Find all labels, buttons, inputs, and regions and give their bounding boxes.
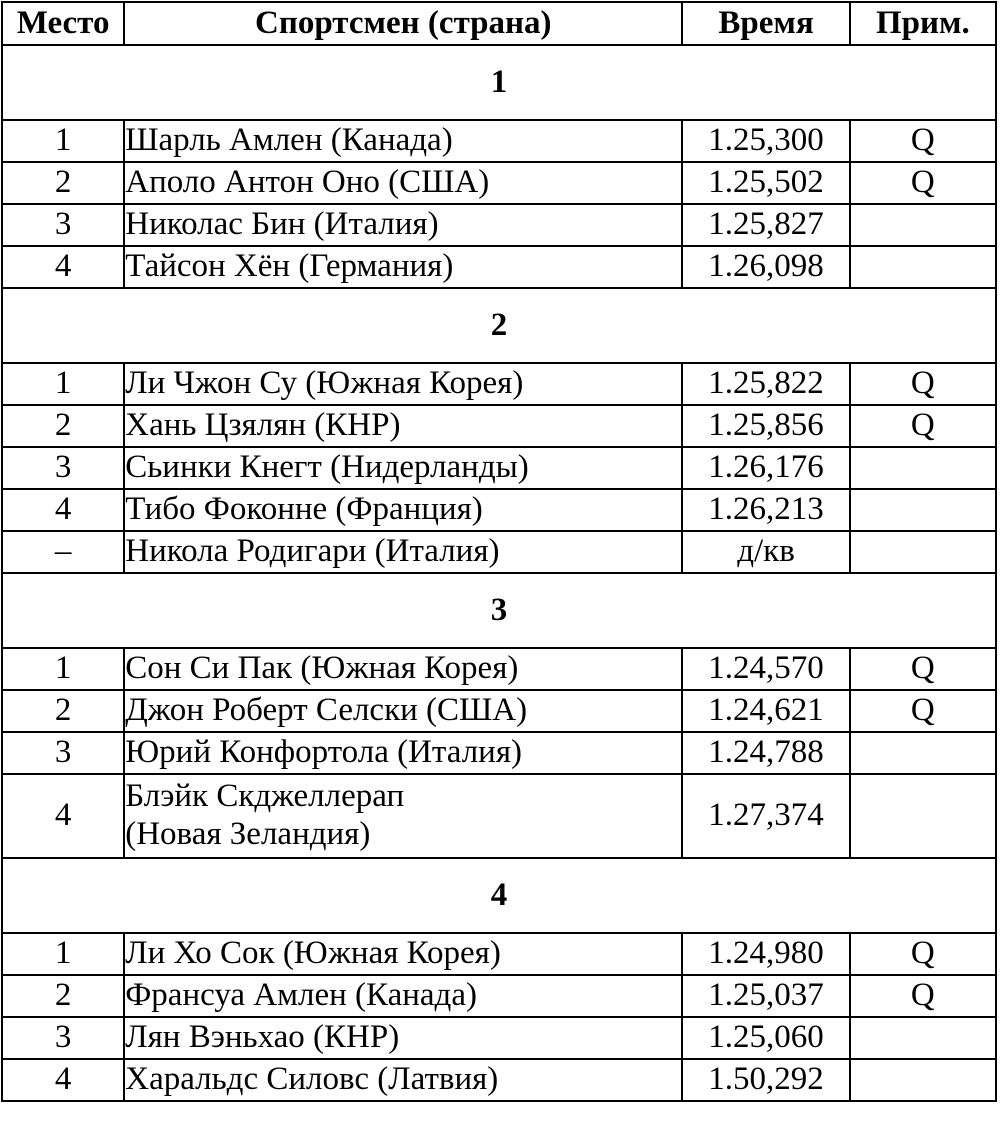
table-row <box>2 405 996 447</box>
athlete-line: Ли Хо Сок (Южная Корея) <box>125 935 501 972</box>
athlete-line: Тибо Фоконне (Франция) <box>125 491 483 528</box>
cell-place: 1 <box>2 933 124 975</box>
cell-place: 3 <box>2 447 124 489</box>
cell-time: д/кв <box>682 531 849 573</box>
athlete-line: Харальдс Силовс (Латвия) <box>125 1061 499 1098</box>
cell-athlete <box>124 363 682 405</box>
cell-athlete <box>124 405 682 447</box>
table-row <box>2 732 996 774</box>
cell-note: Q <box>850 690 996 732</box>
table-row <box>2 162 996 204</box>
athlete-line: Николас Бин (Италия) <box>125 206 439 243</box>
athlete-line: Сон Си Пак (Южная Корея) <box>125 650 519 687</box>
cell-note <box>850 1017 996 1059</box>
cell-place: 2 <box>2 690 124 732</box>
cell-time: 1.24,621 <box>682 690 849 732</box>
cell-athlete <box>124 531 682 573</box>
table-header <box>2 2 996 45</box>
heat-header-row <box>2 288 996 363</box>
cell-place: 2 <box>2 405 124 447</box>
athlete-line: Сьинки Кнегт (Нидерланды) <box>125 449 529 486</box>
cell-place: 1 <box>2 363 124 405</box>
table-row <box>2 120 996 162</box>
athlete-line: Аполо Антон Оно (США) <box>125 164 490 201</box>
heat-header-row <box>2 858 996 933</box>
cell-note <box>850 531 996 573</box>
cell-place: 4 <box>2 774 124 858</box>
cell-place: 4 <box>2 246 124 288</box>
cell-note: Q <box>850 363 996 405</box>
table-row <box>2 1059 996 1101</box>
cell-place: 3 <box>2 1017 124 1059</box>
athlete-line: Лян Вэньхао (КНР) <box>125 1019 400 1056</box>
cell-place: 3 <box>2 732 124 774</box>
athlete-line: Хань Цзялян (КНР) <box>125 407 401 444</box>
athlete-line: Франсуа Амлен (Канада) <box>125 977 477 1014</box>
cell-athlete <box>124 246 682 288</box>
athlete-line: Тайсон Хён (Германия) <box>125 248 454 285</box>
cell-athlete <box>124 1059 682 1101</box>
cell-time: 1.26,213 <box>682 489 849 531</box>
cell-note <box>850 732 996 774</box>
table-row <box>2 648 996 690</box>
cell-athlete <box>124 1017 682 1059</box>
header-note: Прим. <box>850 2 996 45</box>
athlete-line: Никола Родигари (Италия) <box>125 533 500 570</box>
cell-note <box>850 447 996 489</box>
cell-athlete <box>124 204 682 246</box>
cell-time: 1.24,980 <box>682 933 849 975</box>
table-row <box>2 1017 996 1059</box>
cell-time: 1.26,098 <box>682 246 849 288</box>
cell-time: 1.25,856 <box>682 405 849 447</box>
table-row <box>2 489 996 531</box>
cell-place: 4 <box>2 489 124 531</box>
cell-time: 1.24,570 <box>682 648 849 690</box>
cell-athlete <box>124 690 682 732</box>
cell-place: 2 <box>2 975 124 1017</box>
heat-title: 3 <box>2 573 996 648</box>
cell-place: 3 <box>2 204 124 246</box>
athlete-line: Блэйк Скджеллерап <box>125 778 405 815</box>
cell-place: – <box>2 531 124 573</box>
header-athlete: Спортсмен (страна) <box>124 2 682 45</box>
table-row <box>2 246 996 288</box>
heat-header-row <box>2 45 996 120</box>
cell-athlete <box>124 447 682 489</box>
cell-note <box>850 1059 996 1101</box>
cell-athlete <box>124 933 682 975</box>
cell-athlete <box>124 162 682 204</box>
header-row <box>2 2 996 45</box>
cell-note: Q <box>850 120 996 162</box>
cell-athlete <box>124 489 682 531</box>
athlete-line: Ли Чжон Су (Южная Корея) <box>125 365 524 402</box>
cell-note: Q <box>850 405 996 447</box>
cell-place: 4 <box>2 1059 124 1101</box>
cell-place: 2 <box>2 162 124 204</box>
cell-note <box>850 774 996 858</box>
cell-time: 1.50,292 <box>682 1059 849 1101</box>
cell-time: 1.25,300 <box>682 120 849 162</box>
cell-time: 1.25,822 <box>682 363 849 405</box>
header-time: Время <box>682 2 849 45</box>
cell-note <box>850 246 996 288</box>
table-row <box>2 774 996 858</box>
cell-athlete <box>124 648 682 690</box>
cell-athlete <box>124 120 682 162</box>
heat-title: 4 <box>2 858 996 933</box>
cell-athlete <box>124 732 682 774</box>
table-row <box>2 975 996 1017</box>
athlete-line: Джон Роберт Селски (США) <box>125 692 528 729</box>
results-table <box>1 1 997 1102</box>
athlete-line: Шарль Амлен (Канада) <box>125 122 453 159</box>
cell-time: 1.25,037 <box>682 975 849 1017</box>
heat-title: 1 <box>2 45 996 120</box>
cell-note: Q <box>850 648 996 690</box>
cell-time: 1.24,788 <box>682 732 849 774</box>
table-row <box>2 933 996 975</box>
athlete-line: Юрий Конфортола (Италия) <box>125 734 522 771</box>
cell-note: Q <box>850 933 996 975</box>
cell-place: 1 <box>2 648 124 690</box>
table-row <box>2 204 996 246</box>
table-row <box>2 363 996 405</box>
cell-time: 1.25,827 <box>682 204 849 246</box>
cell-athlete <box>124 774 682 858</box>
table-row <box>2 447 996 489</box>
cell-place: 1 <box>2 120 124 162</box>
athlete-line: (Новая Зеландия) <box>125 816 371 852</box>
cell-note: Q <box>850 162 996 204</box>
cell-note <box>850 489 996 531</box>
cell-note: Q <box>850 975 996 1017</box>
cell-time: 1.26,176 <box>682 447 849 489</box>
table-body <box>2 45 996 1101</box>
table-row <box>2 690 996 732</box>
header-place: Место <box>2 2 124 45</box>
cell-time: 1.25,060 <box>682 1017 849 1059</box>
heat-title: 2 <box>2 288 996 363</box>
heat-header-row <box>2 573 996 648</box>
cell-note <box>850 204 996 246</box>
cell-athlete <box>124 975 682 1017</box>
cell-time: 1.27,374 <box>682 774 849 858</box>
table-row <box>2 531 996 573</box>
cell-time: 1.25,502 <box>682 162 849 204</box>
